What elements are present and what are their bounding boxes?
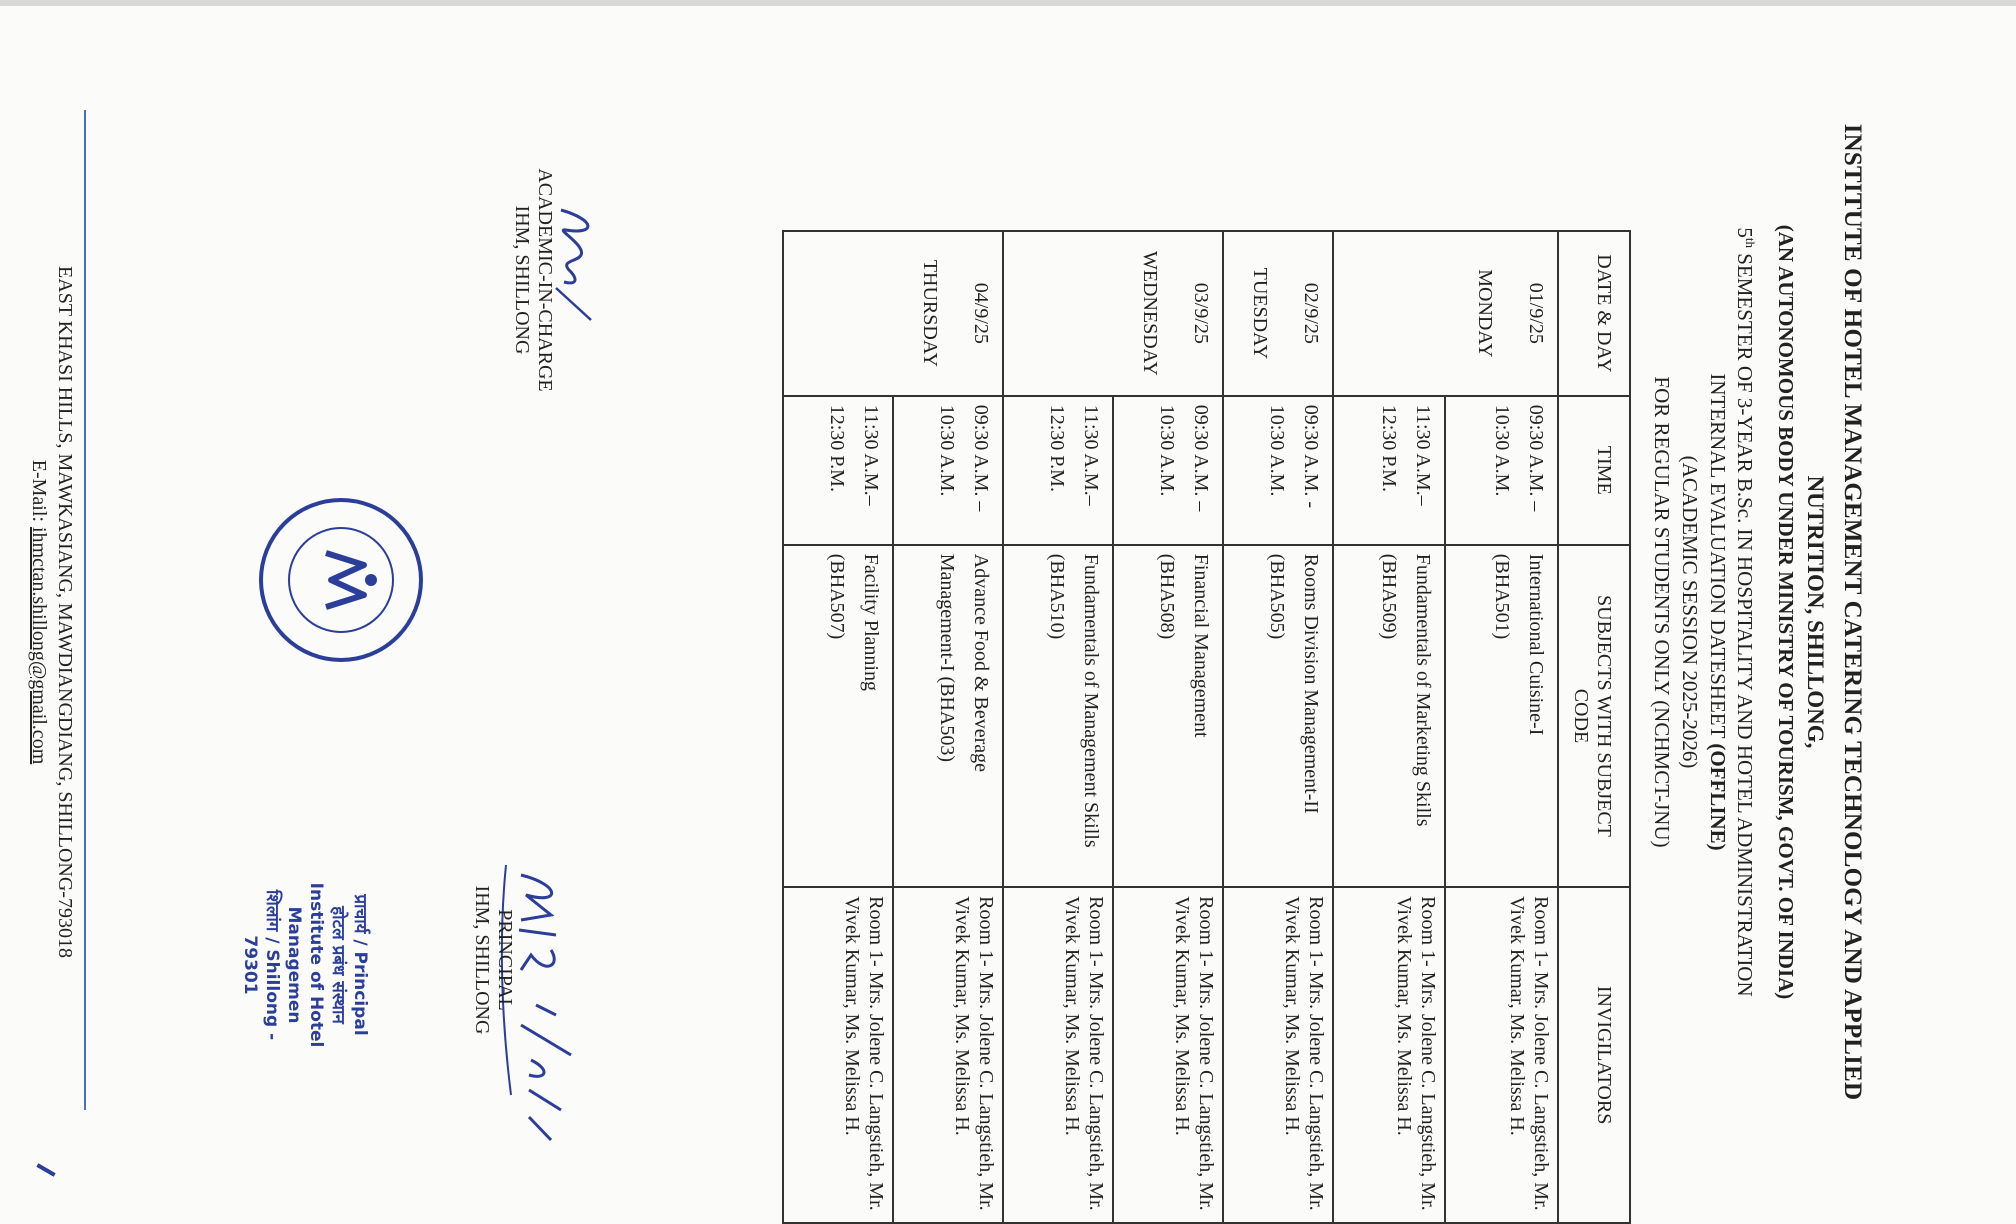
footer-contact xyxy=(27,0,50,1224)
institute-seal xyxy=(256,495,426,665)
header-subject-line2: CODE xyxy=(1570,688,1592,744)
subject-name: Fundamentals of Marketing Skills xyxy=(1412,553,1434,827)
principal-stamp-line4: शिलांग / Shillong - 79301 xyxy=(240,889,282,1041)
invigilator-cell: Room 1- Mrs. Jolene C. Langstieh, Mr. Vivek Kumar, Ms. Melissa H. xyxy=(1333,887,1445,1223)
header-invigilators: INVIGILATORS xyxy=(1558,887,1630,1223)
subject-code: Management-I (BHA503) xyxy=(936,553,958,763)
date-value: 01/9/25 xyxy=(1525,282,1547,344)
invigilator-cell: Room 1- Mrs. Jolene C. Langstieh, Mr. Vivek Kumar, Ms. Melissa H. xyxy=(1113,887,1223,1223)
header-subject-line1: SUBJECTS WITH SUBJECT xyxy=(1593,595,1615,837)
subject-cell xyxy=(1113,545,1223,887)
time-cell xyxy=(1445,396,1558,545)
subject-cell xyxy=(893,545,1003,887)
subject-cell xyxy=(1223,545,1333,887)
time-end: 10:30 A.M. xyxy=(1491,404,1513,497)
time-start: 09:30 A.M. – xyxy=(970,404,992,512)
datesheet-title-text: INTERNAL EVALUATION DATESHEET xyxy=(1706,373,1730,744)
semester-suffix: th xyxy=(1743,237,1758,248)
invigilator-cell: Room 1- Mrs. Jolene C. Langstieh, Mr. Vivek Kumar, Ms. Melissa H. xyxy=(1223,887,1333,1223)
table-header-row xyxy=(1558,231,1630,1223)
time-start: 09:30 A.M. – xyxy=(1525,404,1547,512)
datesheet-table xyxy=(782,230,1631,1224)
time-start: 11:30 A.M.– xyxy=(1080,404,1102,506)
subject-code: (BHA507) xyxy=(826,553,848,640)
invigilator-cell: Room 1- Mrs. Jolene C. Langstieh, Mr. Vivek Kumar, Ms. Melissa H. xyxy=(783,887,893,1223)
date-cell xyxy=(783,231,1003,396)
subject-code: (BHA505) xyxy=(1266,553,1288,640)
academic-incharge-org: IHM, SHILLONG xyxy=(511,205,533,355)
autonomous-body-line: (AN AUTONOMOUS BODY UNDER MINISTRY OF TOURISM, GOVT. OF INDIA) xyxy=(1774,224,1798,1000)
header-date: DATE & DAY xyxy=(1558,231,1630,396)
principal-title: PRINCIPAL xyxy=(494,909,516,1011)
time-end: 10:30 A.M. xyxy=(1266,404,1288,497)
institute-title: INSTITUTE OF HOTEL MANAGEMENT CATERING TECHNOLOGY AND APPLIED xyxy=(1839,123,1866,1101)
time-start: 09:30 A.M. - xyxy=(1300,404,1322,509)
semester-number: 5 xyxy=(1733,227,1757,238)
invigilator-cell: Room 1- Mrs. Jolene C. Langstieh, Mr. Vivek Kumar, Ms. Melissa H. xyxy=(893,887,1003,1223)
time-end: 10:30 A.M. xyxy=(1156,404,1178,497)
invigilator-cell: Room 1- Mrs. Jolene C. Langstieh, Mr. Vivek Kumar, Ms. Melissa H. xyxy=(1003,887,1113,1223)
footer-divider xyxy=(84,110,86,1110)
subject-cell xyxy=(1445,545,1558,887)
time-start: 11:30 A.M.– xyxy=(860,404,882,506)
subject-name: Rooms Division Management-II xyxy=(1300,553,1322,814)
header-time: TIME xyxy=(1558,396,1630,545)
academic-incharge-title: ACADEMIC-IN-CHARGE xyxy=(534,168,556,392)
subject-code: (BHA501) xyxy=(1491,553,1513,640)
institute-location: NUTRITION, SHILLONG, xyxy=(1803,475,1828,749)
subject-cell xyxy=(783,545,893,887)
time-end: 12:30 P.M. xyxy=(1046,404,1068,492)
footer-address: EAST KHASI HILLS, MAWKASIANG, MAWDIANGDIANG, SHILLONG-793018 xyxy=(54,266,76,958)
principal-stamp-line3: Institute of Hotel Managemen xyxy=(284,882,326,1048)
academic-incharge-block xyxy=(510,150,556,410)
time-start: 09:30 A.M. – xyxy=(1190,404,1212,512)
time-end: 12:30 P.M. xyxy=(1378,404,1400,492)
regular-students-line: FOR REGULAR STUDENTS ONLY (NCHMCT-JNU) xyxy=(1650,376,1674,848)
principal-stamp-line1: प्राचार्य / Principal xyxy=(350,894,370,1036)
time-start: 11:30 A.M.– xyxy=(1412,404,1434,506)
table-row xyxy=(1223,231,1333,1223)
table-row xyxy=(1445,231,1558,1223)
subject-name: Advance Food & Beverage xyxy=(970,553,992,773)
subject-code: (BHA508) xyxy=(1156,553,1178,640)
table-row xyxy=(893,231,1003,1223)
subject-name: Financial Management xyxy=(1190,553,1212,738)
header-subject xyxy=(1558,545,1630,887)
subject-cell xyxy=(1333,545,1445,887)
time-cell xyxy=(1223,396,1333,545)
invigilator-cell: Room 1- Mrs. Jolene C. Langstieh, Mr. Vivek Kumar, Ms. Melissa H. xyxy=(1445,887,1558,1223)
email-link[interactable]: ihmctan.shillong@gmail.com xyxy=(28,526,50,765)
subject-name: International Cuisine-I xyxy=(1525,553,1547,736)
day-value: THURSDAY xyxy=(919,259,941,367)
time-cell xyxy=(1003,396,1113,545)
day-value: MONDAY xyxy=(1474,269,1496,358)
semester-text: SEMESTER OF 3-YEAR B.Sc. IN HOSPITALITY AND HOTEL ADMINISTRATION xyxy=(1733,247,1757,997)
date-value: 03/9/25 xyxy=(1190,282,1212,344)
principal-block xyxy=(470,860,516,1060)
academic-session: (ACADEMIC SESSION 2025-2026) xyxy=(1678,455,1702,769)
subject-code: (BHA509) xyxy=(1378,553,1400,640)
time-end: 10:30 A.M. xyxy=(936,404,958,497)
date-value: 04/9/25 xyxy=(970,282,992,344)
date-cell xyxy=(1333,231,1558,396)
principal-stamp xyxy=(239,865,371,1065)
email-label: E-Mail: xyxy=(28,459,50,527)
principal-stamp-line2: होटल प्रबंध संस्थान xyxy=(328,906,348,1024)
subject-cell xyxy=(1003,545,1113,887)
date-cell xyxy=(1223,231,1333,396)
subject-name: Fundamentals of Management Skills xyxy=(1080,553,1102,848)
time-cell xyxy=(893,396,1003,545)
subject-code: (BHA510) xyxy=(1046,553,1068,640)
time-cell xyxy=(1333,396,1445,545)
time-end: 12:30 P.M. xyxy=(826,404,848,492)
offline-label: (OFFLINE) xyxy=(1706,743,1730,851)
date-value: 02/9/25 xyxy=(1300,282,1322,344)
time-cell xyxy=(1113,396,1223,545)
principal-org: IHM, SHILLONG xyxy=(471,885,493,1035)
time-cell xyxy=(783,396,893,545)
datesheet-title xyxy=(1705,0,1730,1224)
semester-line xyxy=(1732,0,1758,1224)
day-value: TUESDAY xyxy=(1249,267,1271,360)
table-row xyxy=(1113,231,1223,1223)
subject-name: Facility Planning xyxy=(860,553,882,691)
day-value: WEDNESDAY xyxy=(1139,250,1161,376)
date-cell xyxy=(1003,231,1223,396)
